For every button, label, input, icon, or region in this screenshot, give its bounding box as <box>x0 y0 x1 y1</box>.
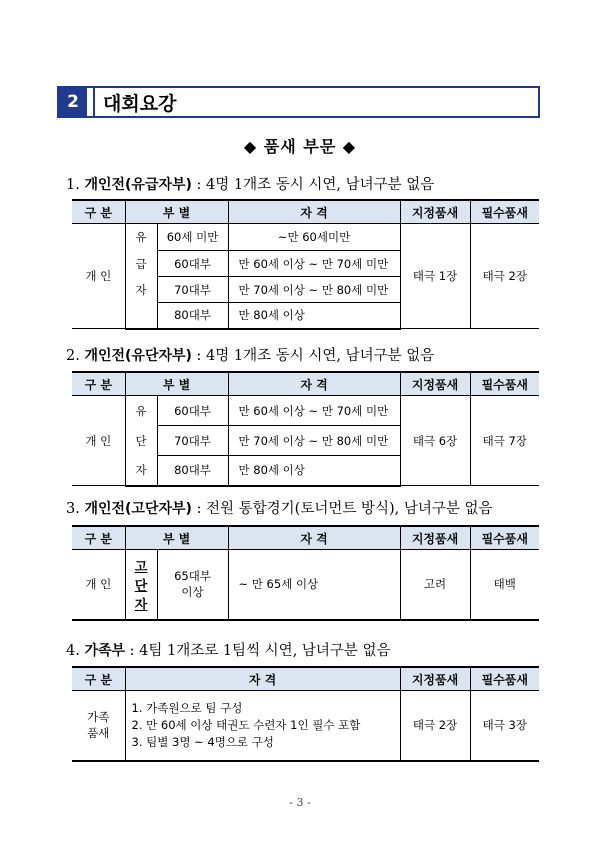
group-char: 급 <box>125 251 157 277</box>
header-bubyeol: 부 별 <box>125 526 228 550</box>
part4-desc: : 4팀 1개조로 1팀씩 시연, 남녀구분 없음 <box>125 643 391 659</box>
division-cell: 60대부 <box>157 396 228 426</box>
category-cell: 개 인 <box>72 550 125 620</box>
header-bubyeol: 부 별 <box>125 200 228 224</box>
qualification-item: 2. 만 60세 이상 태권도 수련자 1인 필수 포함 <box>131 717 361 732</box>
division-cell: 80대부 <box>157 303 228 329</box>
division-cell: 60대부 <box>157 251 228 277</box>
part3-number: 3. <box>66 501 80 517</box>
qualification-cell: ~만 60세미만 <box>228 224 400 251</box>
required-poomsae: 태극 2장 <box>470 224 539 329</box>
part3-table <box>72 525 539 621</box>
designated-poomsae: 태극 6장 <box>400 396 470 486</box>
header-jijeong: 지정품새 <box>400 526 470 550</box>
header-jagyeok: 자 격 <box>228 372 400 396</box>
qualification-cell: ~ 만 65세 이상 <box>228 550 400 620</box>
header-jijeong: 지정품새 <box>400 667 470 691</box>
group-char: 유 <box>125 396 157 426</box>
header-jagyeok: 자 격 <box>228 526 400 550</box>
group-char: 단 <box>125 426 157 456</box>
group-char: 자 <box>125 456 157 486</box>
category-cell: 개 인 <box>72 396 125 486</box>
header-jijeong: 지정품새 <box>400 200 470 224</box>
header-jagyeok: 자 격 <box>125 667 400 691</box>
designated-poomsae: 고려 <box>400 550 470 620</box>
qualification-cell: 만 80세 이상 <box>228 303 400 329</box>
section-number: 2 <box>59 88 87 116</box>
group-label-highlighted <box>125 550 157 620</box>
header-jagyeok: 자 격 <box>228 200 400 224</box>
section-header <box>57 86 540 118</box>
required-poomsae: 태백 <box>470 550 539 620</box>
qualification-cell: 만 70세 이상 ~ 만 80세 미만 <box>228 277 400 303</box>
division-cell: 80대부 <box>157 456 228 486</box>
division-line: 65대부 <box>174 569 211 584</box>
part3-name: 개인전(고단자부) <box>84 501 192 517</box>
category-cell <box>72 691 125 761</box>
division-line: 이상 <box>181 585 204 600</box>
qualification-cell: 만 60세 이상 ~ 만 70세 미만 <box>228 396 400 426</box>
division-cell: 70대부 <box>157 426 228 456</box>
part2-desc: : 4명 1개조 동시 시연, 남녀구분 없음 <box>191 348 435 364</box>
header-pilsu: 필수품새 <box>470 526 539 550</box>
part4-heading <box>66 639 391 660</box>
part4-table <box>72 666 539 762</box>
part4-number: 4. <box>66 643 80 659</box>
qualification-item: 1. 가족원으로 팀 구성 <box>131 700 243 715</box>
designated-poomsae: 태극 1장 <box>400 224 470 329</box>
part1-table <box>72 199 539 330</box>
subtitle: ◆ 품새 부문 ◆ <box>243 137 357 156</box>
group-char: 유 <box>125 224 157 251</box>
part2-heading <box>66 344 434 365</box>
division-cell <box>157 550 228 620</box>
group-char-spacer <box>125 303 157 329</box>
header-jijeong: 지정품새 <box>400 372 470 396</box>
part3-heading <box>66 497 493 518</box>
category-cell: 개 인 <box>72 224 125 329</box>
part2-name: 개인전(유단자부) <box>84 348 192 364</box>
page-number: - 3 - <box>289 796 311 809</box>
group-char: 고 <box>134 559 148 575</box>
qualification-cell: 만 80세 이상 <box>228 456 400 486</box>
part1-name: 개인전(유급자부) <box>84 177 192 193</box>
header-gubun: 구 분 <box>72 526 125 550</box>
header-gubun: 구 분 <box>72 200 125 224</box>
part1-desc: : 4명 1개조 동시 시연, 남녀구분 없음 <box>191 177 435 193</box>
division-cell: 60세 미만 <box>157 224 228 251</box>
required-poomsae: 태극 3장 <box>470 691 539 761</box>
group-char: 자 <box>125 277 157 303</box>
qualification-cell <box>125 691 400 761</box>
designated-poomsae: 태극 2장 <box>400 691 470 761</box>
header-pilsu: 필수품새 <box>470 372 539 396</box>
section-divider <box>87 88 95 116</box>
header-pilsu: 필수품새 <box>470 667 539 691</box>
category-line: 가족 <box>87 710 110 725</box>
qualification-item: 3. 팀별 3명 ~ 4명으로 구성 <box>131 734 274 749</box>
part3-desc: : 전원 통합경기(토너먼트 방식), 남녀구분 없음 <box>191 501 493 517</box>
qualification-cell: 만 60세 이상 ~ 만 70세 미만 <box>228 251 400 277</box>
required-poomsae: 태극 7장 <box>470 396 539 486</box>
division-cell: 70대부 <box>157 277 228 303</box>
group-char: 자 <box>134 597 148 613</box>
header-gubun: 구 분 <box>72 372 125 396</box>
category-line: 품새 <box>87 726 110 741</box>
part1-number: 1. <box>66 177 80 193</box>
header-pilsu: 필수품새 <box>470 200 539 224</box>
section-title: 대회요강 <box>103 92 177 115</box>
group-char: 단 <box>134 578 148 594</box>
part2-number: 2. <box>66 348 80 364</box>
part4-name: 가족부 <box>84 643 126 659</box>
header-bubyeol: 부 별 <box>125 372 228 396</box>
part2-table <box>72 371 539 487</box>
header-gubun: 구 분 <box>72 667 125 691</box>
qualification-cell: 만 70세 이상 ~ 만 80세 미만 <box>228 426 400 456</box>
part1-heading <box>66 173 434 194</box>
